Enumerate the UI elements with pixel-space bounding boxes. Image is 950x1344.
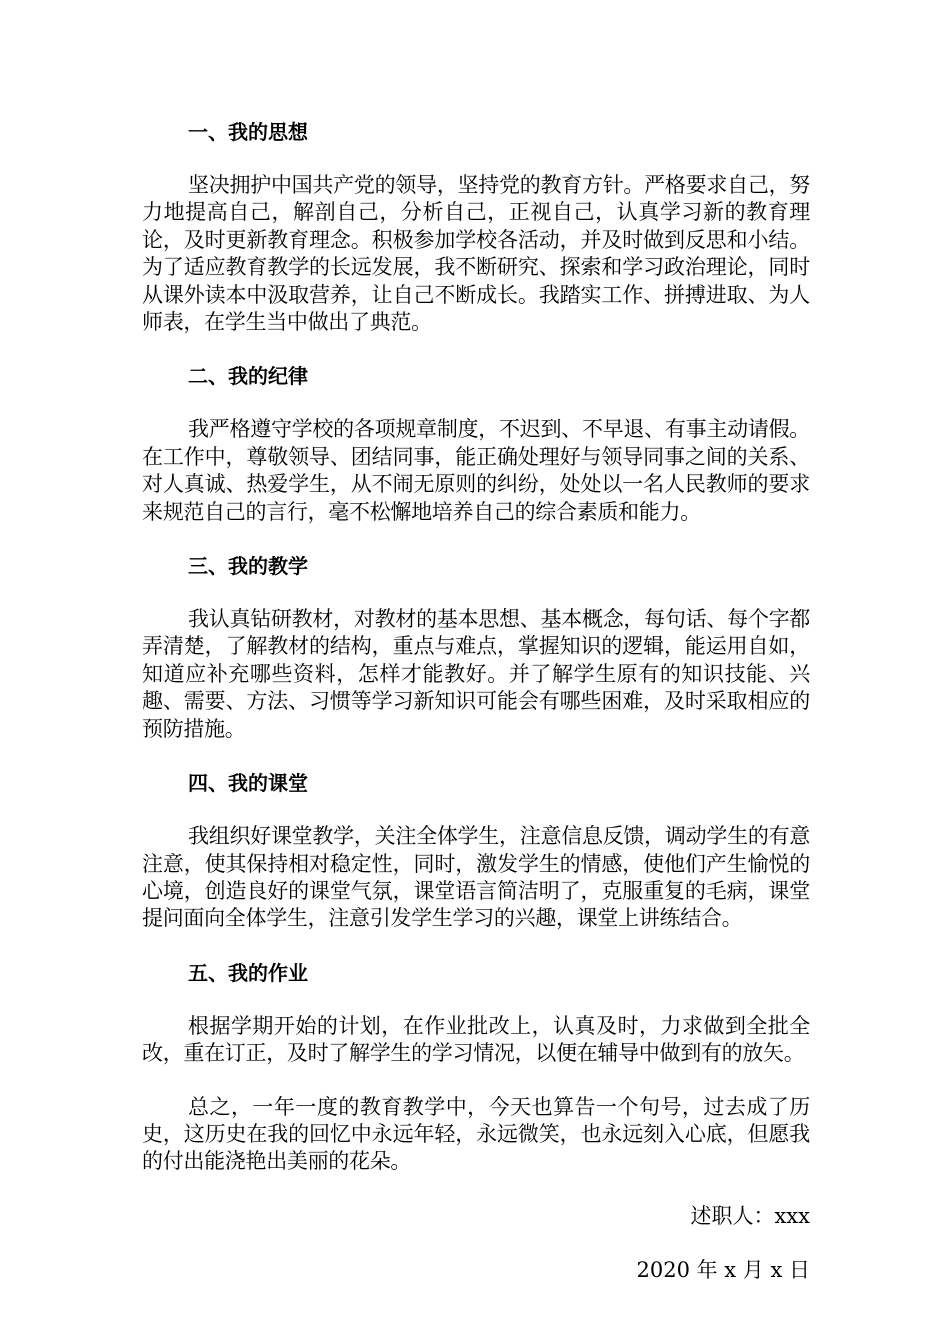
- closing-paragraph: 总之，一年一度的教育教学中，今天也算告一个句号，过去成了历史，这历史在我的回忆中永远年轻，永远微笑，也永远刻入心底，但愿我的付出能浇艳出美丽的花朵。: [142, 1094, 810, 1174]
- section-paragraph-classroom: 我组织好课堂教学，关注全体学生，注意信息反馈，调动学生的有意注意，使其保持相对稳定性，同时，激发学生的情感，使他们产生愉悦的心境，创造良好的课堂气氛，课堂语言简洁明了，克服重复的毛病，课堂提问面向全体学生，注意引发学生学习的兴趣，课堂上讲练结合。: [142, 824, 810, 931]
- section-paragraph-thought: 坚决拥护中国共产党的领导，坚持党的教育方针。严格要求自己，努力地提高自己，解剖自己，分析自己，正视自己，认真学习新的教育理论，及时更新教育理念。积极参加学校各活动，并及时做到反思和小结。为了适应教育教学的长远发展，我不断研究、探索和学习政治理论，同时从课外读本中汲取营养，让自己不断成长。我踏实工作、拼搏进取、为人师表，在学生当中做出了典范。: [142, 173, 810, 335]
- section-heading-discipline: 二、我的纪律: [188, 364, 308, 389]
- date-line: 2020 年 x 月 x 日: [636, 1257, 810, 1282]
- section-heading-teaching: 三、我的教学: [188, 554, 308, 579]
- document-body: [142, 118, 810, 1284]
- section-heading-thought: 一、我的思想: [188, 120, 308, 144]
- section-paragraph-homework: 根据学期开始的计划，在作业批改上，认真及时，力求做到全批全改，重在订正，及时了解学生的学习情况，以便在辅导中做到有的放矢。: [142, 1013, 810, 1066]
- signature-line: 述职人：xxx: [690, 1203, 810, 1228]
- section-heading-classroom: 四、我的课堂: [188, 771, 308, 796]
- section-heading-homework: 五、我的作业: [188, 960, 308, 985]
- section-paragraph-discipline: 我严格遵守学校的各项规章制度，不迟到、不早退、有事主动请假。在工作中，尊敬领导、团结同事，能正确处理好与领导同事之间的关系、对人真诚、热爱学生，从不闹无原则的纠纷，处处以一名人民教师的要求来规范自己的言行，毫不松懈地培养自己的综合素质和能力。: [142, 417, 810, 524]
- section-paragraph-teaching: 我认真钻研教材，对教材的基本思想、基本概念，每句话、每个字都弄清楚，了解教材的结构，重点与难点，掌握知识的逻辑，能运用自如，知道应补充哪些资料，怎样才能教好。并了解学生原有的知识技能、兴趣、需要、方法、习惯等学习新知识可能会有哪些困难，及时采取相应的预防措施。: [142, 607, 810, 741]
